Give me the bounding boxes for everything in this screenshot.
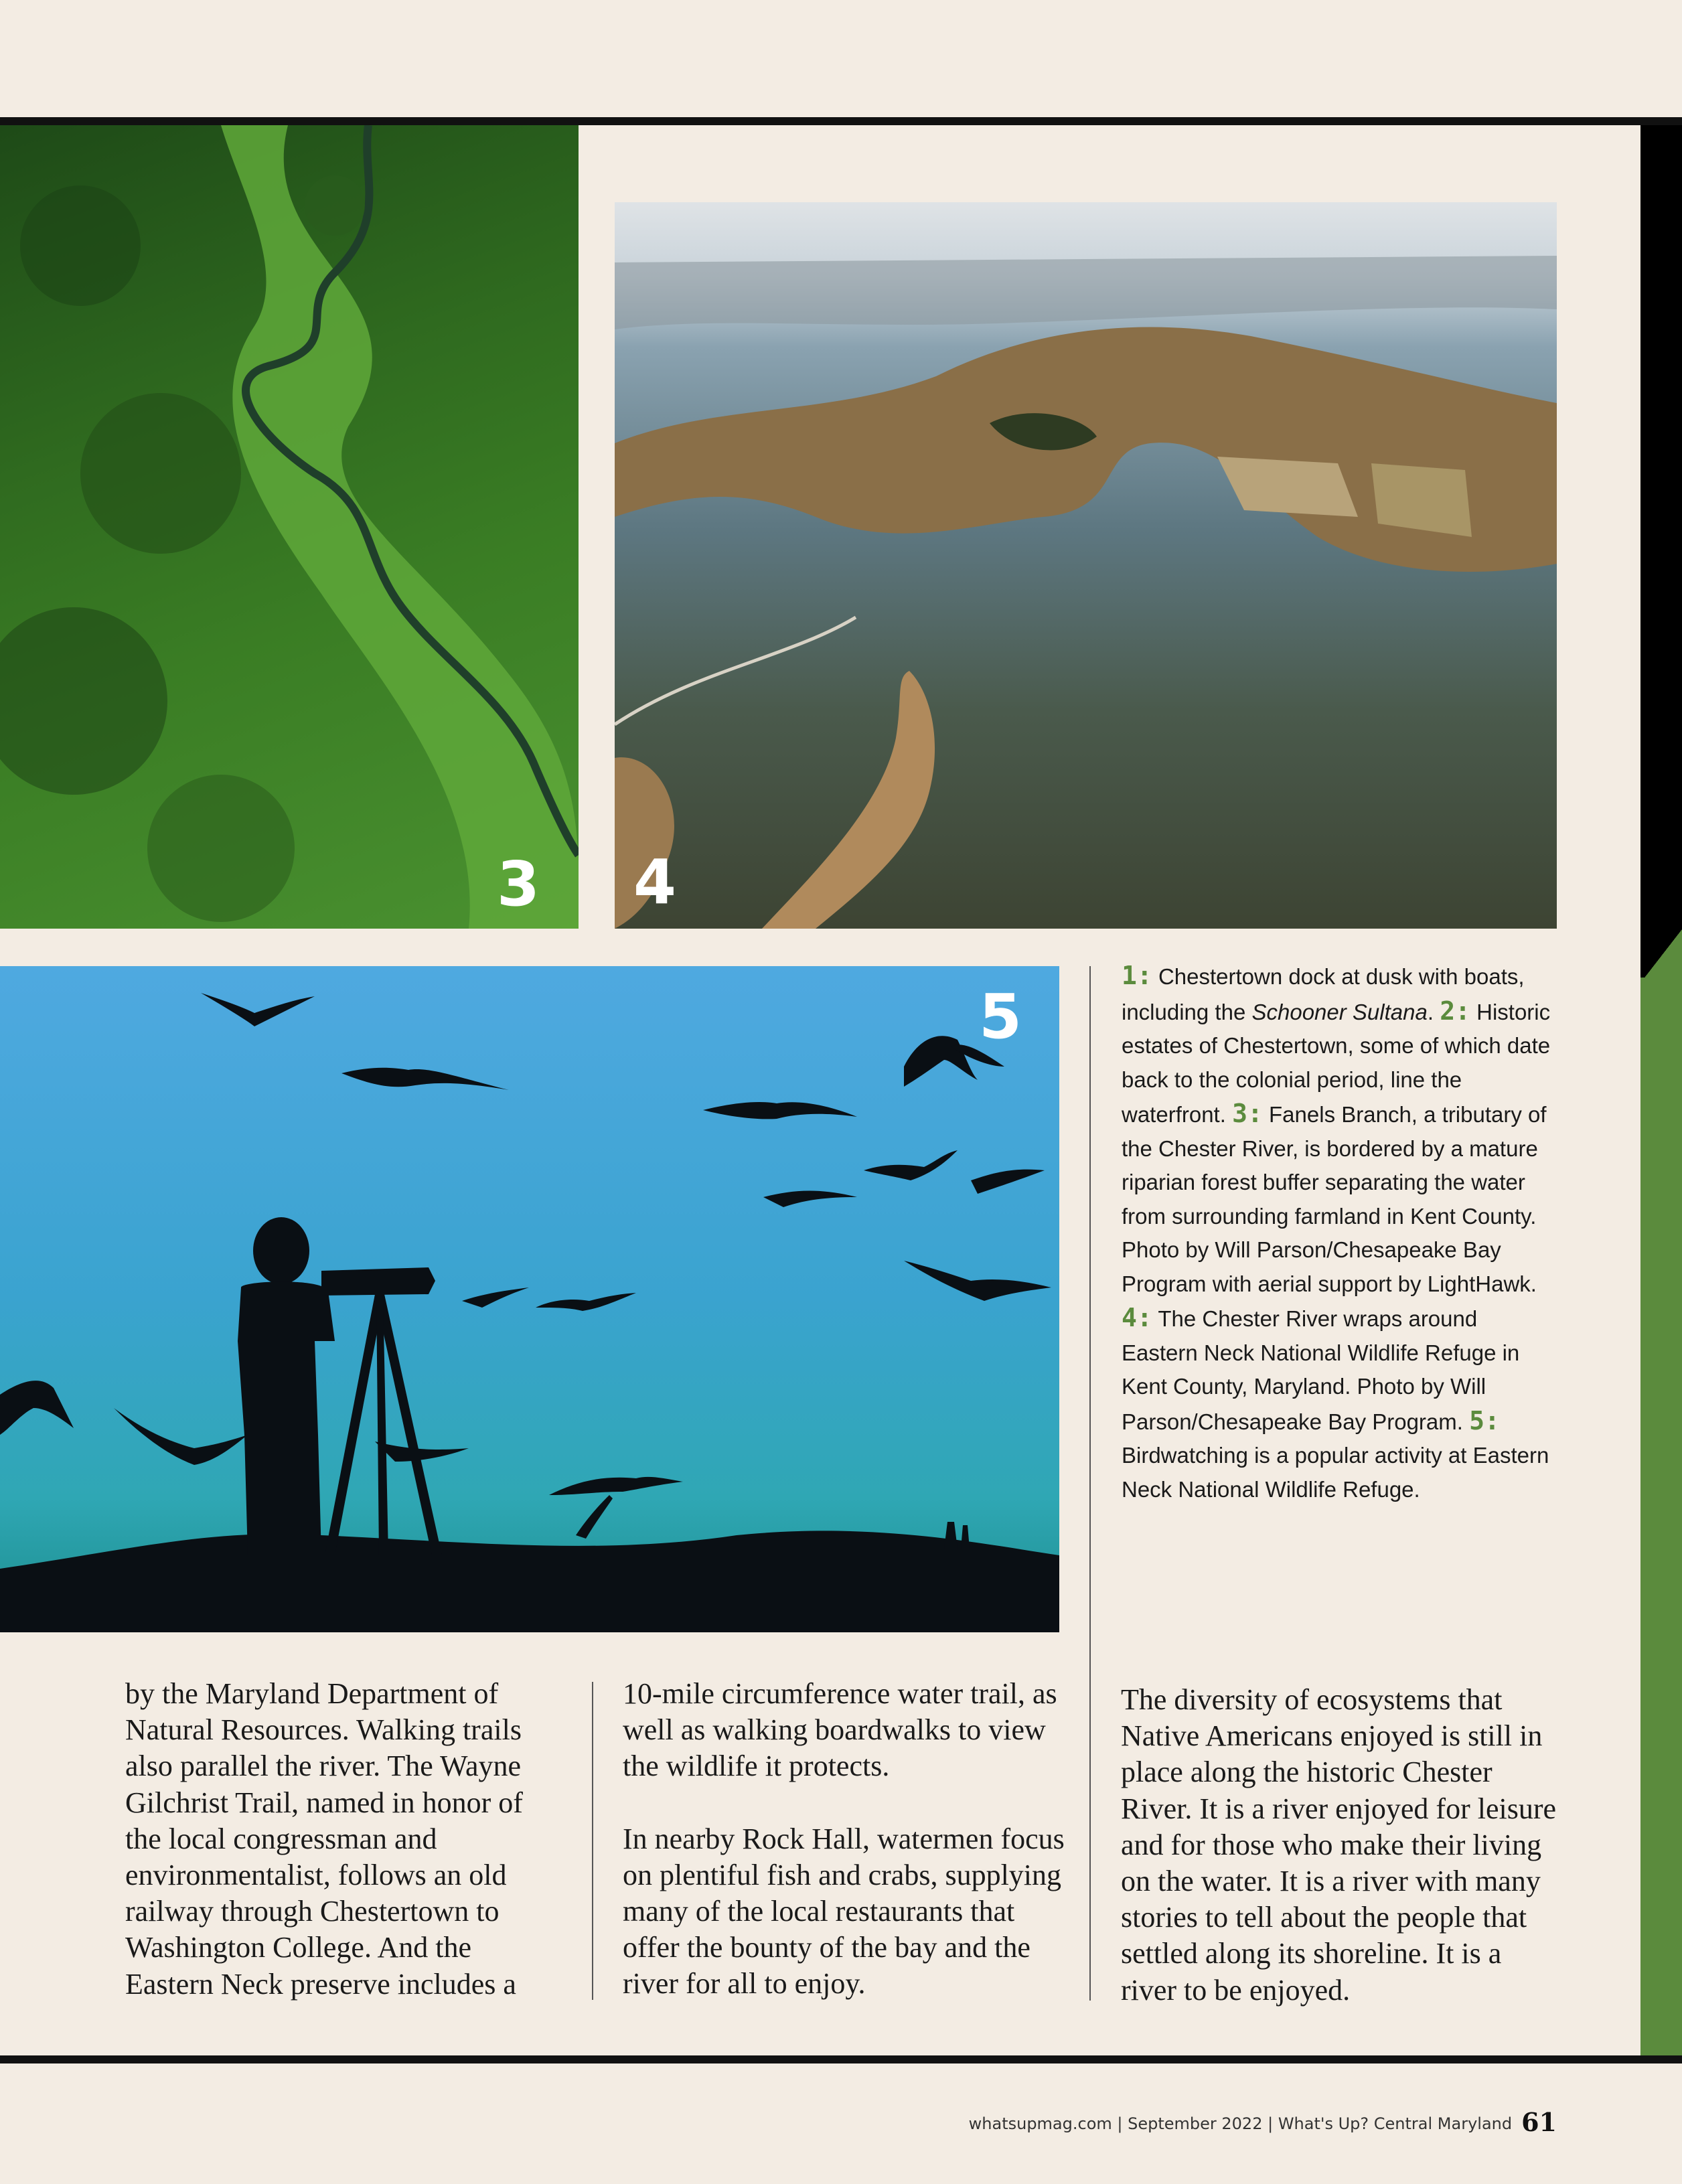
footer-site: whatsupmag.com [968,2114,1112,2133]
caption-text-1-italic: Schooner Sultana [1251,999,1428,1024]
birdwatching-illustration [0,966,1059,1632]
caption-text-4: The Chester River wraps around Eastern Neck National Wildlife Refuge in Kent County, Maryland. Photo by Will Parson/Chesapeake Bay Program. [1122,1306,1520,1434]
bottom-rule [0,2055,1682,2063]
body-paragraph: The diversity of ecosystems that Native Americans enjoyed is still in place along the historic Chester River. It is a river enjoyed for leisure and for those who make their living on the water. It is a river with many stories to tell about the people that settled along its shoreline. It is a river to be enjoyed. [1121,1683,1557,2007]
photo-chester-river-aerial [615,202,1557,929]
footer-date: September 2022 [1128,2114,1263,2133]
caption-text-2: Historic estates of Chestertown, some of which date back to the colonial period, line the waterfront. [1122,999,1551,1127]
caption-text-5: Birdwatching is a popular activity at Eastern Neck National Wildlife Refuge. [1122,1443,1549,1502]
caption-number-2: 2: [1440,996,1470,1026]
top-rule [0,117,1682,125]
footer-publication: What's Up? Central Maryland [1278,2114,1513,2133]
caption-number-3: 3: [1232,1099,1263,1128]
photo-number-3: 3 [497,848,540,920]
edge-band-black [1640,125,1682,982]
river-aerial-illustration [615,202,1557,929]
photo-birdwatching [0,966,1059,1632]
photo-number-5: 5 [979,981,1022,1052]
caption-number-5: 5: [1469,1405,1500,1435]
body-column-2 [623,1676,1065,2003]
body-column-1 [125,1676,554,2003]
edge-band-green [1640,978,1682,2055]
caption-number-4: 4: [1122,1303,1152,1332]
body-paragraph: by the Maryland Department of Natural Resources. Walking trails also parallel the river. The Wayne Gilchrist Trail, named in honor of the local congressman and environmentalist, follows an old railway through Chestertown to Washington College. And the Eastern Neck preserve includes a [125,1677,523,2001]
photo-number-4: 4 [633,846,677,918]
page-footer: whatsupmag.com | September 2022 | What's Up? Central Maryland 61 [968,2107,1557,2137]
photo-captions [1122,959,1557,1506]
caption-text-3: Fanels Branch, a tributary of the Chester River, is bordered by a mature riparian forest buffer separating the water from surrounding farmland in Kent County. Photo by Will Parson/Chesapeake Bay Program with aerial support by LightHawk. [1122,1102,1547,1296]
forest-creek-illustration [0,125,579,929]
photo-forest-creek [0,125,579,929]
body-paragraph: In nearby Rock Hall, watermen focus on plentiful fish and crabs, supplying many of the local restaurants that offer the bounty of the bay and the river for all to enjoy. [623,1822,1065,2001]
page-number: 61 [1521,2107,1557,2137]
column-rule-left [592,1682,593,2000]
caption-text-1b: . [1427,999,1434,1024]
body-column-3 [1121,1682,1563,2009]
caption-text-1a: Chestertown dock at dusk with boats, including the [1122,964,1525,1024]
column-rule-right [1089,966,1091,2001]
caption-number-1: 1: [1122,961,1152,990]
edge-band-transition [1640,929,1682,983]
body-paragraph: 10-mile circumference water trail, as well as walking boardwalks to view the wildlife it protects. [623,1677,1057,1783]
